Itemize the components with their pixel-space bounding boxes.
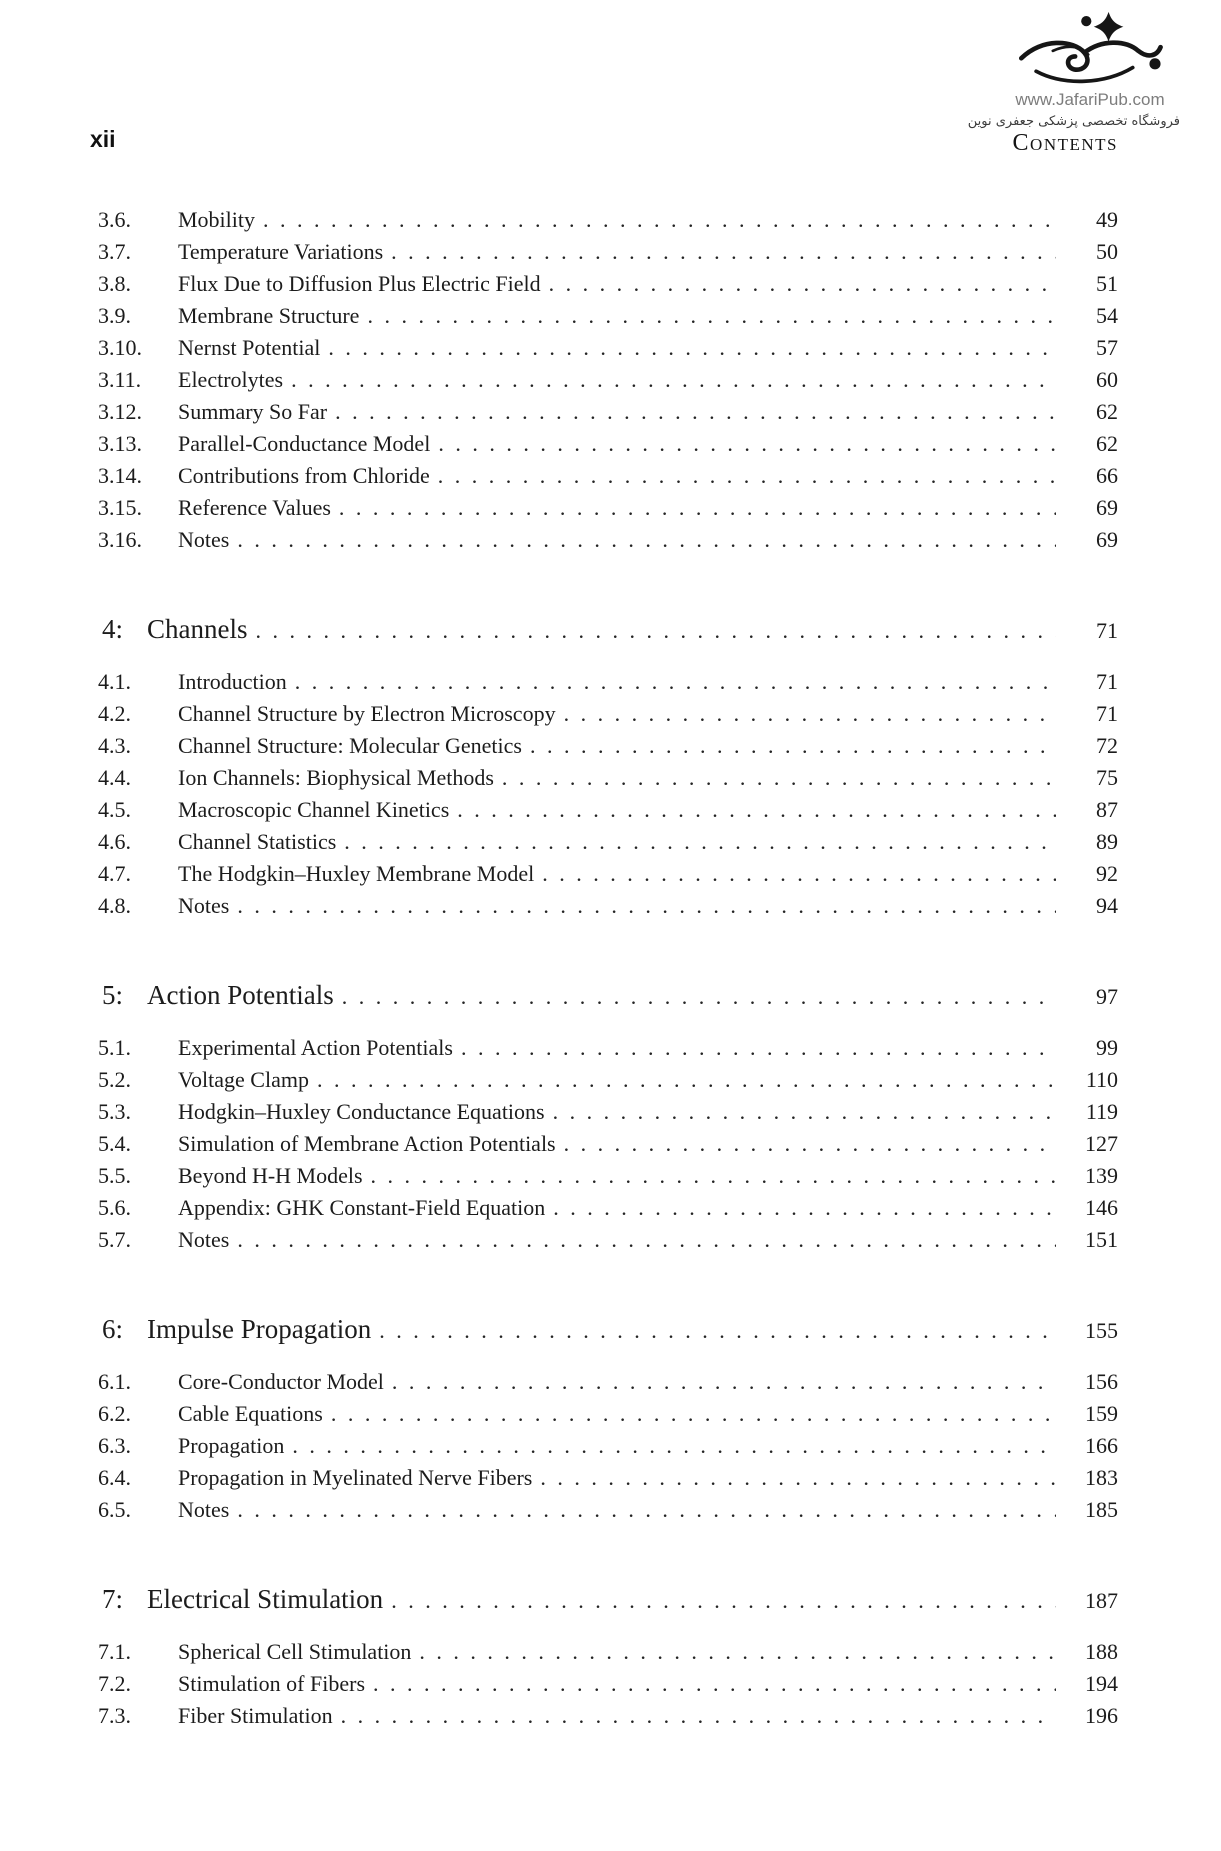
entry-number: 3.13. [98, 431, 142, 456]
entry-number: 4.3. [98, 733, 131, 758]
entry-number: 4.1. [98, 669, 131, 694]
dot-leader [237, 1224, 1056, 1256]
entry-title: Nernst Potential [178, 335, 321, 360]
toc-section [96, 610, 1118, 922]
entry-title: Notes [178, 527, 230, 552]
dot-leader [564, 698, 1056, 730]
dot-leader [237, 890, 1056, 922]
entry-page-number: 49 [1096, 207, 1118, 232]
chapter-page-number: 187 [1085, 1588, 1118, 1613]
entry-page-number: 71 [1096, 669, 1118, 694]
entry-number: 7.2. [98, 1671, 131, 1696]
dot-leader [419, 1636, 1056, 1668]
toc-entry-row [96, 1668, 1118, 1700]
chapter-page-number: 155 [1085, 1318, 1118, 1343]
entry-page-number: 188 [1085, 1639, 1118, 1664]
entry-page-number: 87 [1096, 797, 1118, 822]
entry-title: Channel Structure: Molecular Genetics [178, 733, 522, 758]
entry-title: Reference Values [178, 495, 331, 520]
entry-title: Temperature Variations [178, 239, 384, 264]
toc-entry-row [96, 1096, 1118, 1128]
dot-leader [530, 730, 1056, 762]
entry-title: Summary So Far [178, 399, 328, 424]
entry-title: Notes [178, 1497, 230, 1522]
chapter-heading-row [96, 1580, 1118, 1618]
dot-leader [438, 460, 1056, 492]
toc-entry-row [96, 204, 1118, 236]
dot-leader [342, 978, 1056, 1016]
entry-title: Channel Statistics [178, 829, 337, 854]
toc-entry-row [96, 858, 1118, 890]
entry-title: Membrane Structure [178, 303, 360, 328]
entry-title: Notes [178, 1227, 230, 1252]
dot-leader [331, 1398, 1056, 1430]
entry-number: 3.9. [98, 303, 131, 328]
toc-section [96, 1580, 1118, 1732]
toc-entry-row [96, 794, 1118, 826]
entry-page-number: 69 [1096, 495, 1118, 520]
dot-leader [542, 858, 1056, 890]
toc-section [96, 1310, 1118, 1526]
dot-leader [371, 1160, 1056, 1192]
dot-leader [367, 300, 1056, 332]
entry-page-number: 99 [1096, 1035, 1118, 1060]
entry-title: Core-Conductor Model [178, 1369, 384, 1394]
publisher-brand [967, 10, 1180, 129]
dot-leader [237, 1494, 1056, 1526]
chapter-heading-row [96, 976, 1118, 1014]
entry-page-number: 60 [1096, 367, 1118, 392]
toc-entry-row [96, 1366, 1118, 1398]
entry-page-number: 75 [1096, 765, 1118, 790]
entry-number: 3.7. [98, 239, 131, 264]
entry-title: Experimental Action Potentials [178, 1035, 453, 1060]
dot-leader [317, 1064, 1056, 1096]
toc-entry-row [96, 300, 1118, 332]
dot-leader [564, 1128, 1056, 1160]
entry-page-number: 183 [1085, 1465, 1118, 1490]
toc-entry-row [96, 1494, 1118, 1526]
entry-title: Propagation [178, 1433, 285, 1458]
entry-page-number: 50 [1096, 239, 1118, 264]
dot-leader [263, 204, 1056, 236]
toc-entry-row [96, 1128, 1118, 1160]
chapter-number: 4: [102, 614, 124, 644]
toc-entry-group [96, 1636, 1118, 1732]
entry-number: 4.4. [98, 765, 131, 790]
entry-page-number: 62 [1096, 431, 1118, 456]
toc-entry-row [96, 1192, 1118, 1224]
toc-entry-row [96, 826, 1118, 858]
entry-number: 7.3. [98, 1703, 131, 1728]
entry-number: 5.2. [98, 1067, 131, 1092]
entry-number: 3.10. [98, 335, 142, 360]
entry-title: Propagation in Myelinated Nerve Fibers [178, 1465, 533, 1490]
entry-number: 5.7. [98, 1227, 131, 1252]
entry-page-number: 146 [1085, 1195, 1118, 1220]
chapter-page-number: 97 [1096, 984, 1118, 1009]
entry-number: 4.2. [98, 701, 131, 726]
entry-title: The Hodgkin–Huxley Membrane Model [178, 861, 535, 886]
chapter-title: Impulse Propagation [147, 1314, 372, 1344]
dot-leader [256, 612, 1057, 650]
entry-title: Stimulation of Fibers [178, 1671, 365, 1696]
dot-leader [540, 1462, 1056, 1494]
entry-page-number: 185 [1085, 1497, 1118, 1522]
toc-entry-row [96, 492, 1118, 524]
toc-entry-row [96, 762, 1118, 794]
entry-page-number: 57 [1096, 335, 1118, 360]
entry-page-number: 110 [1085, 1067, 1118, 1092]
entry-page-number: 94 [1096, 893, 1118, 918]
entry-title: Mobility [178, 207, 256, 232]
entry-title: Appendix: GHK Constant-Field Equation [178, 1195, 546, 1220]
dot-leader [391, 236, 1056, 268]
publisher-website: www.JafariPub.com [1015, 90, 1165, 109]
dot-leader [344, 826, 1056, 858]
toc-entry-row [96, 1032, 1118, 1064]
toc-entry-row [96, 730, 1118, 762]
toc-entry-row [96, 460, 1118, 492]
toc-entry-row [96, 1462, 1118, 1494]
dot-leader [335, 396, 1056, 428]
toc-entry-row [96, 890, 1118, 922]
toc-section [96, 204, 1118, 556]
entry-title: Beyond H-H Models [178, 1163, 363, 1188]
entry-number: 5.6. [98, 1195, 131, 1220]
entry-number: 3.8. [98, 271, 131, 296]
toc-entry-row [96, 1064, 1118, 1096]
entry-page-number: 151 [1085, 1227, 1118, 1252]
toc-entry-row [96, 1636, 1118, 1668]
entry-title: Voltage Clamp [178, 1067, 309, 1092]
dot-leader [339, 492, 1056, 524]
chapter-heading-row [96, 1310, 1118, 1348]
dot-leader [457, 794, 1056, 826]
dot-leader [502, 762, 1056, 794]
toc-entry-row [96, 1430, 1118, 1462]
entry-number: 6.5. [98, 1497, 131, 1522]
toc-entry-row [96, 1160, 1118, 1192]
toc-entry-group [96, 1366, 1118, 1526]
chapter-title: Channels [147, 614, 248, 644]
entry-number: 5.1. [98, 1035, 131, 1060]
chapter-title: Electrical Stimulation [147, 1584, 384, 1614]
entry-title: Notes [178, 893, 230, 918]
entry-title: Simulation of Membrane Action Potentials [178, 1131, 556, 1156]
entry-page-number: 194 [1085, 1671, 1118, 1696]
toc-entry-row [96, 666, 1118, 698]
entry-title: Flux Due to Diffusion Plus Electric Field [178, 271, 541, 296]
entry-page-number: 89 [1096, 829, 1118, 854]
toc-entry-row [96, 1398, 1118, 1430]
entry-number: 4.8. [98, 893, 131, 918]
entry-number: 3.16. [98, 527, 142, 552]
dot-leader [373, 1668, 1056, 1700]
entry-number: 6.3. [98, 1433, 131, 1458]
entry-number: 6.2. [98, 1401, 131, 1426]
dot-leader [237, 524, 1056, 556]
toc [96, 204, 1118, 1732]
toc-entry-row [96, 268, 1118, 300]
entry-title: Contributions from Chloride [178, 463, 430, 488]
dot-leader [341, 1700, 1056, 1732]
entry-title: Parallel-Conductance Model [178, 431, 431, 456]
dot-leader [549, 268, 1056, 300]
entry-title: Electrolytes [178, 367, 284, 392]
toc-entry-row [96, 698, 1118, 730]
contents-heading: Contents [1012, 130, 1118, 156]
publisher-tagline: فروشگاه تخصصی پزشکی جعفری نوین [967, 114, 1180, 129]
entry-number: 5.3. [98, 1099, 131, 1124]
toc-entry-row [96, 1224, 1118, 1256]
dot-leader [295, 666, 1056, 698]
entry-number: 3.12. [98, 399, 142, 424]
toc-entry-row [96, 396, 1118, 428]
entry-title: Spherical Cell Stimulation [178, 1639, 412, 1664]
entry-number: 4.5. [98, 797, 131, 822]
dot-leader [328, 332, 1056, 364]
chapter-number: 7: [102, 1584, 124, 1614]
entry-page-number: 92 [1096, 861, 1118, 886]
entry-number: 3.6. [98, 207, 131, 232]
entry-page-number: 127 [1085, 1131, 1118, 1156]
dot-leader [553, 1192, 1056, 1224]
toc-entry-group [96, 666, 1118, 922]
dot-leader [461, 1032, 1056, 1064]
dot-leader [291, 364, 1056, 396]
dot-leader [438, 428, 1056, 460]
entry-page-number: 139 [1085, 1163, 1118, 1188]
entry-number: 6.4. [98, 1465, 131, 1490]
chapter-number: 5: [102, 980, 124, 1010]
toc-entry-group [96, 204, 1118, 556]
entry-page-number: 62 [1096, 399, 1118, 424]
dot-leader [292, 1430, 1056, 1462]
entry-number: 3.14. [98, 463, 142, 488]
entry-title: Cable Equations [178, 1401, 323, 1426]
entry-page-number: 71 [1096, 701, 1118, 726]
toc-entry-group [96, 1032, 1118, 1256]
entry-number: 5.4. [98, 1131, 131, 1156]
entry-page-number: 159 [1085, 1401, 1118, 1426]
dot-leader [379, 1312, 1056, 1350]
chapter-number: 6: [102, 1314, 124, 1344]
jafaripub-logo-icon [1015, 10, 1165, 88]
entry-title: Channel Structure by Electron Microscopy [178, 701, 556, 726]
entry-number: 3.11. [98, 367, 142, 392]
entry-page-number: 156 [1085, 1369, 1118, 1394]
entry-page-number: 166 [1085, 1433, 1118, 1458]
toc-entry-row [96, 1700, 1118, 1732]
dot-leader [391, 1582, 1056, 1620]
toc-entry-row [96, 428, 1118, 460]
entry-page-number: 72 [1096, 733, 1118, 758]
dot-leader [553, 1096, 1056, 1128]
entry-page-number: 119 [1085, 1099, 1118, 1124]
entry-page-number: 54 [1096, 303, 1118, 328]
entry-number: 7.1. [98, 1639, 131, 1664]
entry-page-number: 69 [1096, 527, 1118, 552]
toc-entry-row [96, 236, 1118, 268]
entry-number: 4.7. [98, 861, 131, 886]
dot-leader [392, 1366, 1056, 1398]
entry-title: Fiber Stimulation [178, 1703, 333, 1728]
entry-page-number: 66 [1096, 463, 1118, 488]
entry-number: 4.6. [98, 829, 131, 854]
entry-title: Introduction [178, 669, 287, 694]
entry-title: Hodgkin–Huxley Conductance Equations [178, 1099, 545, 1124]
entry-title: Macroscopic Channel Kinetics [178, 797, 450, 822]
entry-number: 6.1. [98, 1369, 131, 1394]
entry-number: 3.15. [98, 495, 142, 520]
toc-entry-row [96, 364, 1118, 396]
page-folio: xii [90, 126, 116, 152]
entry-page-number: 196 [1085, 1703, 1118, 1728]
entry-number: 5.5. [98, 1163, 131, 1188]
toc-entry-row [96, 332, 1118, 364]
toc-section [96, 976, 1118, 1256]
entry-title: Ion Channels: Biophysical Methods [178, 765, 494, 790]
chapter-title: Action Potentials [147, 980, 334, 1010]
toc-entry-row [96, 524, 1118, 556]
entry-page-number: 51 [1096, 271, 1118, 296]
chapter-heading-row [96, 610, 1118, 648]
chapter-page-number: 71 [1096, 618, 1118, 643]
